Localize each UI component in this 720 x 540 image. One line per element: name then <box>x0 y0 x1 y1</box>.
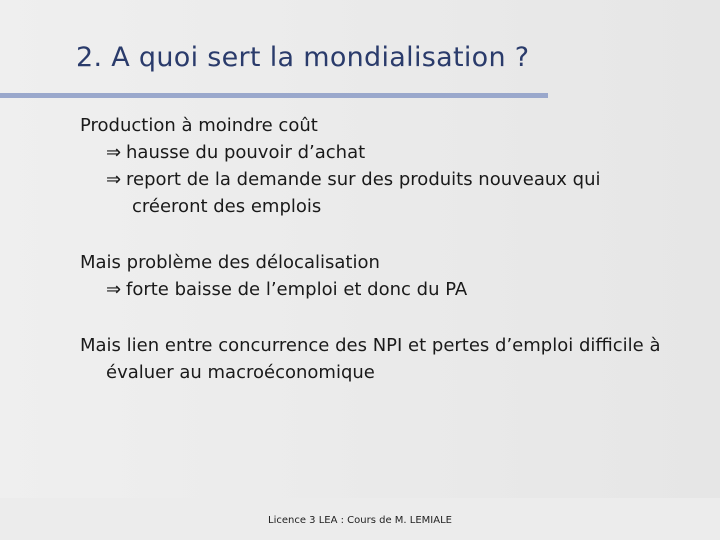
slide-title: 2. A quoi sert la mondialisation ? <box>76 42 530 73</box>
slide-body <box>80 112 680 386</box>
paragraph-delocalisation <box>80 249 680 303</box>
sub-bullet <box>106 139 680 166</box>
sub-bullet-text: report de la demande sur des produits nouveaux qui créeront des emplois <box>126 169 601 217</box>
sub-bullet <box>106 166 680 220</box>
sub-bullet-text: hausse du pouvoir d’achat <box>126 142 366 163</box>
slide-footer: Licence 3 LEA : Cours de M. LEMIALE <box>268 515 452 526</box>
implies-arrow-icon: ⇒ <box>106 169 122 190</box>
paragraph-production <box>80 112 680 220</box>
title-underline <box>0 93 548 98</box>
paragraph-npi <box>80 332 680 386</box>
sub-bullet <box>106 276 680 303</box>
implies-arrow-icon: ⇒ <box>106 279 122 300</box>
paragraph-text: Mais problème des délocalisation <box>80 252 380 273</box>
implies-arrow-icon: ⇒ <box>106 142 122 163</box>
sub-bullet-text: forte baisse de l’emploi et donc du PA <box>126 279 468 300</box>
paragraph-text: Mais lien entre concurrence des NPI et pertes d’emploi difficile à évaluer au macroéconomique <box>80 335 661 383</box>
paragraph-text: Production à moindre coût <box>80 115 318 136</box>
